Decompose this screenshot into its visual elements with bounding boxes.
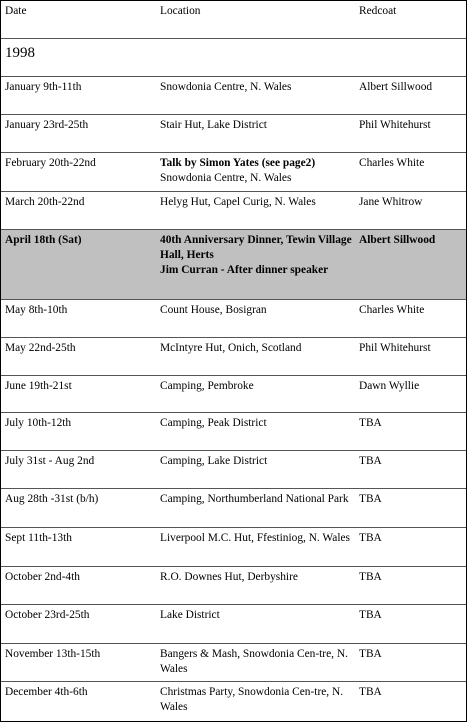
table-row: [1, 413, 466, 451]
table-row: [1, 644, 466, 682]
row-redcoat: TBA: [359, 493, 382, 505]
row-redcoat: Phil Whitehurst: [359, 119, 431, 131]
table-header-row: [1, 1, 466, 39]
row-location: Liverpool M.C. Hut, Ffestiniog, N. Wales: [160, 532, 350, 544]
row-date: October 2nd-4th: [5, 571, 80, 583]
row-location: Snowdonia Centre, N. Wales: [160, 172, 292, 184]
row-date: February 20th-22nd: [5, 157, 96, 169]
table-row: [1, 153, 466, 192]
row-location-cell: [160, 233, 352, 278]
row-redcoat: Charles White: [359, 157, 425, 169]
row-redcoat: TBA: [359, 648, 382, 660]
row-location: Lake District: [160, 609, 220, 621]
row-date: January 23rd-25th: [5, 119, 89, 131]
row-date: Sept 11th-13th: [5, 532, 72, 544]
row-redcoat: TBA: [359, 532, 382, 544]
dinner-speaker: Jim Curran - After dinner speaker: [160, 264, 329, 276]
row-redcoat: TBA: [359, 686, 382, 698]
header-location: Location: [160, 5, 201, 17]
row-location-cell: [160, 156, 352, 186]
table-row-highlighted: [1, 230, 466, 300]
row-location: R.O. Downes Hut, Derbyshire: [160, 571, 298, 583]
row-location: Stair Hut, Lake District: [160, 119, 267, 131]
row-location: Snowdonia Centre, N. Wales: [160, 81, 292, 93]
table-row: [1, 451, 466, 489]
row-date: July 31st - Aug 2nd: [5, 455, 95, 467]
row-date: Aug 28th -31st (b/h): [5, 493, 99, 505]
row-date: June 19th-21st: [5, 380, 72, 392]
table-row: [1, 115, 466, 153]
year-row: [1, 39, 466, 77]
row-date: May 8th-10th: [5, 304, 68, 316]
row-date: January 9th-11th: [5, 81, 82, 93]
row-date: March 20th-22nd: [5, 196, 85, 208]
row-redcoat: Jane Whitrow: [359, 196, 423, 208]
row-redcoat: Albert Sillwood: [359, 81, 433, 93]
row-location: Camping, Northumberland National Park: [160, 493, 349, 505]
table-row: [1, 605, 466, 644]
header-date: Date: [5, 5, 27, 17]
row-location: Camping, Pembroke: [160, 380, 254, 392]
row-date: July 10th-12th: [5, 417, 72, 429]
table-row: [1, 376, 466, 413]
row-date: May 22nd-25th: [5, 342, 76, 354]
talk-announcement: Talk by Simon Yates (see page2): [160, 157, 316, 169]
row-redcoat: TBA: [359, 455, 382, 467]
row-redcoat: Albert Sillwood: [359, 234, 436, 246]
row-location: Bangers & Mash, Snowdonia Cen-tre, N. Wales: [160, 648, 348, 675]
row-date: December 4th-6th: [5, 686, 88, 698]
table-row: [1, 567, 466, 605]
row-location: Camping, Lake District: [160, 455, 268, 467]
row-location: McIntyre Hut, Onich, Scotland: [160, 342, 302, 354]
row-date: April 18th (Sat): [5, 234, 82, 246]
table-row: [1, 528, 466, 567]
row-location: Christmas Party, Snowdonia Cen-tre, N. Wales: [160, 686, 344, 713]
header-redcoat: Redcoat: [359, 5, 397, 17]
row-location: Helyg Hut, Capel Curig, N. Wales: [160, 196, 316, 208]
row-redcoat: TBA: [359, 417, 382, 429]
table-row: [1, 682, 466, 721]
row-date: November 13th-15th: [5, 648, 101, 660]
table-row: [1, 300, 466, 338]
row-redcoat: Dawn Wyllie: [359, 380, 420, 392]
row-date: October 23rd-25th: [5, 609, 90, 621]
table-row: [1, 77, 466, 115]
row-location: 40th Anniversary Dinner, Tewin Village Hall, Herts: [160, 234, 352, 261]
row-location: Count House, Bosigran: [160, 304, 267, 316]
row-redcoat: Charles White: [359, 304, 425, 316]
table-row: [1, 338, 466, 376]
table-row: [1, 489, 466, 528]
row-redcoat: TBA: [359, 609, 382, 621]
year-label: 1998: [5, 45, 35, 61]
table-row: [1, 192, 466, 230]
row-redcoat: TBA: [359, 571, 382, 583]
row-location: Camping, Peak District: [160, 417, 267, 429]
row-redcoat: Phil Whitehurst: [359, 342, 431, 354]
